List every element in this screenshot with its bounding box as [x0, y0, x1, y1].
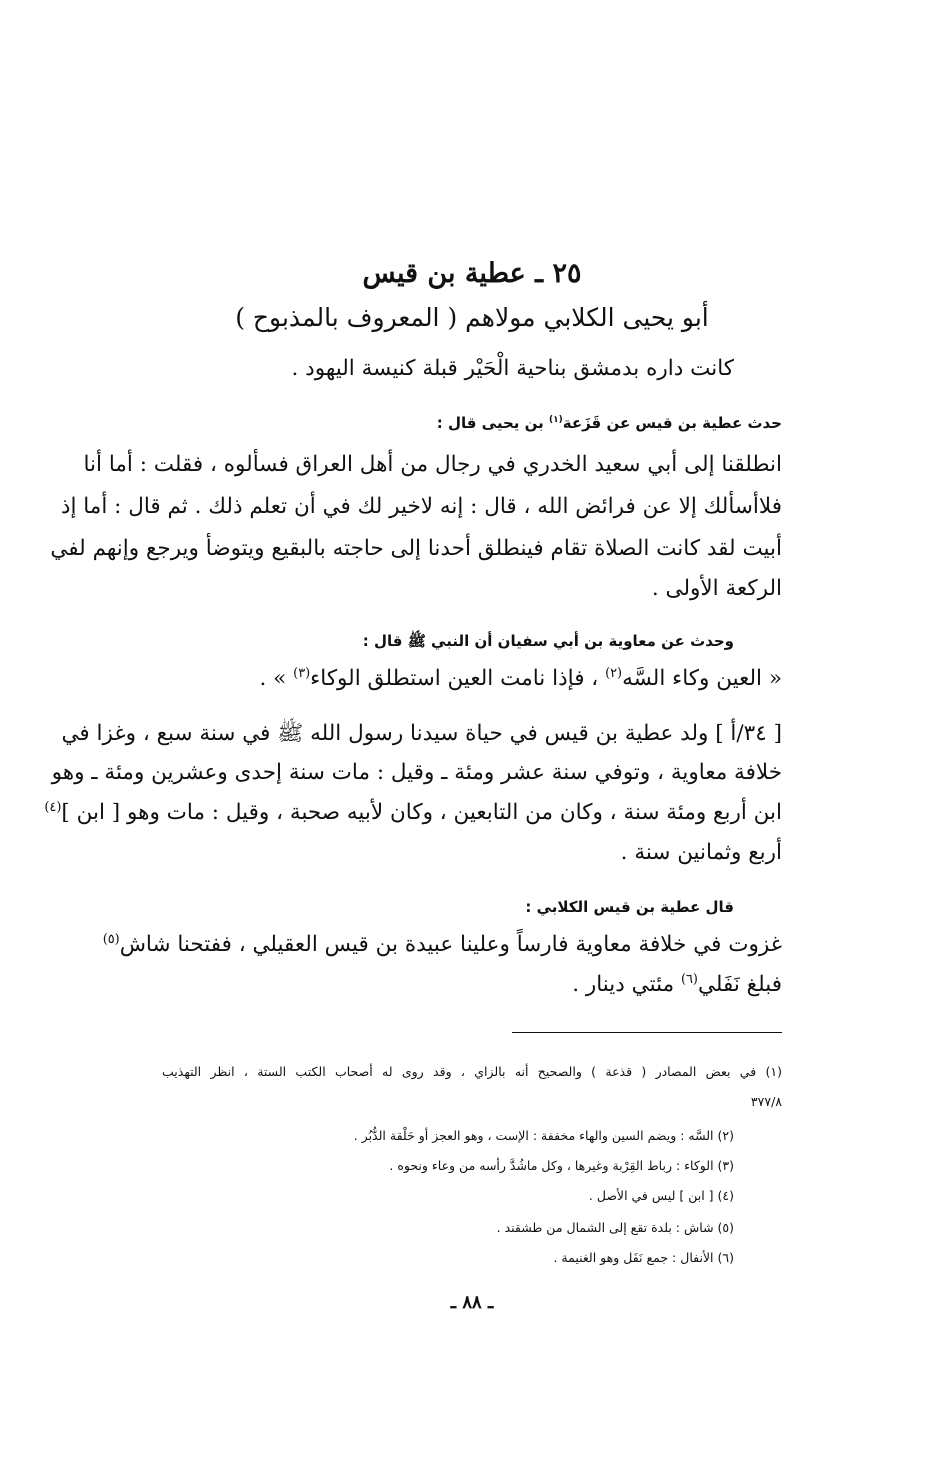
hadith-quote: « العين وكاء السَّه$^{(٢)}$ ، فإذا نامت العين استطلق الوكاء$^{(٣)}$ » . [259, 666, 782, 692]
paragraph-line: الركعة الأولى . [651, 576, 782, 601]
page-number: ـ ٨٨ ـ [450, 1292, 494, 1313]
paragraph-line: فلاأسألك إلا عن فرائض الله ، قال : إنه لاخير لك في أن تعلم ذلك . ثم قال : أما إذ [60, 494, 782, 519]
footnote-1: (١) في بعض المصادر ( قذعة ) والصحيح أنه بالزاي ، وقد روى له أصحاب الكتب الستة ، انظر التهذيب [162, 1064, 782, 1079]
chapter-subtitle: أبو يحيى الكلابي مولاهم ( المعروف بالمذبوح ) [235, 303, 709, 332]
paragraph-line: ابن أربع ومئة سنة ، وكان من التابعين ، وكان لأبيه صحبة ، وقيل : مات وهو [ ابن ]$^{(٤)}$ [44, 800, 782, 826]
footnote-ref-5: (٥) [102, 932, 120, 947]
paragraph-line: [ ٣٤/أ ] ولد عطية بن قيس في حياة سيدنا رسول الله ﷺ في سنة سبع ، وغزا في [61, 721, 782, 746]
footnote-ref-1: (١) [548, 415, 563, 425]
footnote-5: (٥) شاش : بلدة تقع إلى الشمال من طشقند . [496, 1220, 734, 1235]
footnote-4: (٤) [ ابن ] ليس في الأصل . [588, 1188, 734, 1203]
paragraph-line: فبلغ نَفَلي$^{(٦)}$ مئتي دينار . [572, 972, 782, 998]
footnote-ref-6: (٦) [680, 972, 698, 987]
chapter-title: ٢٥ ـ عطية بن قيس [362, 258, 582, 289]
footnote-separator [512, 1032, 782, 1033]
footnote-2: (٢) السَّه : ويضم السين والهاء مخففة : الإست ، وهو العجز أو حَلْقة الدُّبُر . [353, 1128, 734, 1143]
paragraph-line: خلافة معاوية ، وتوفي سنة عشر ومئة ـ وقيل : مات سنة إحدى وعشرين ومئة ـ وهو [51, 760, 782, 785]
narration-heading-2: وحدث عن معاوية بن أبي سفيان أن النبي ﷺ قال : [362, 632, 734, 650]
footnote-ref-2: (٢) [605, 666, 623, 681]
paragraph-line: غزوت في خلافة معاوية فارساً وعلينا عبيدة بن قيس العقيلي ، ففتحنا شاش$^{(٥)}$ [102, 932, 782, 958]
narration-heading-3: قال عطية بن قيس الكلابي : [525, 898, 734, 916]
paragraph-line: أبيت لقد كانت الصلاة تقام فينطلق أحدنا إلى حاجته بالبقيع ويتوضأ ويرجع وإنهم لفي [50, 536, 782, 561]
paragraph-line: أربع وثمانين سنة . [620, 840, 782, 865]
footnote-ref-4: (٤) [44, 800, 62, 815]
footnote-1-continued: ٣٧٧/٨ [750, 1094, 782, 1109]
footnote-6: (٦) الأنفال : جمع نَفَل وهو الغنيمة . [553, 1250, 734, 1265]
footnote-ref-3: (٣) [293, 666, 311, 681]
narration-heading-1: حدث عطية بن قيس عن قَزَعة$^{(١)}$ بن يحيى قال : [436, 414, 782, 432]
footnote-3: (٣) الوكاء : رباط القِرْبة وغيرها ، وكل ماشُدَّ رأسه من وعاء ونحوه . [389, 1158, 734, 1173]
paragraph-line: انطلقنا إلى أبي سعيد الخدري في رجال من أهل العراق فسألوه ، فقلت : أما أنا [83, 452, 782, 477]
intro-paragraph: كانت داره بدمشق بناحية الْحَيْر قبلة كنيسة اليهود . [291, 356, 734, 381]
